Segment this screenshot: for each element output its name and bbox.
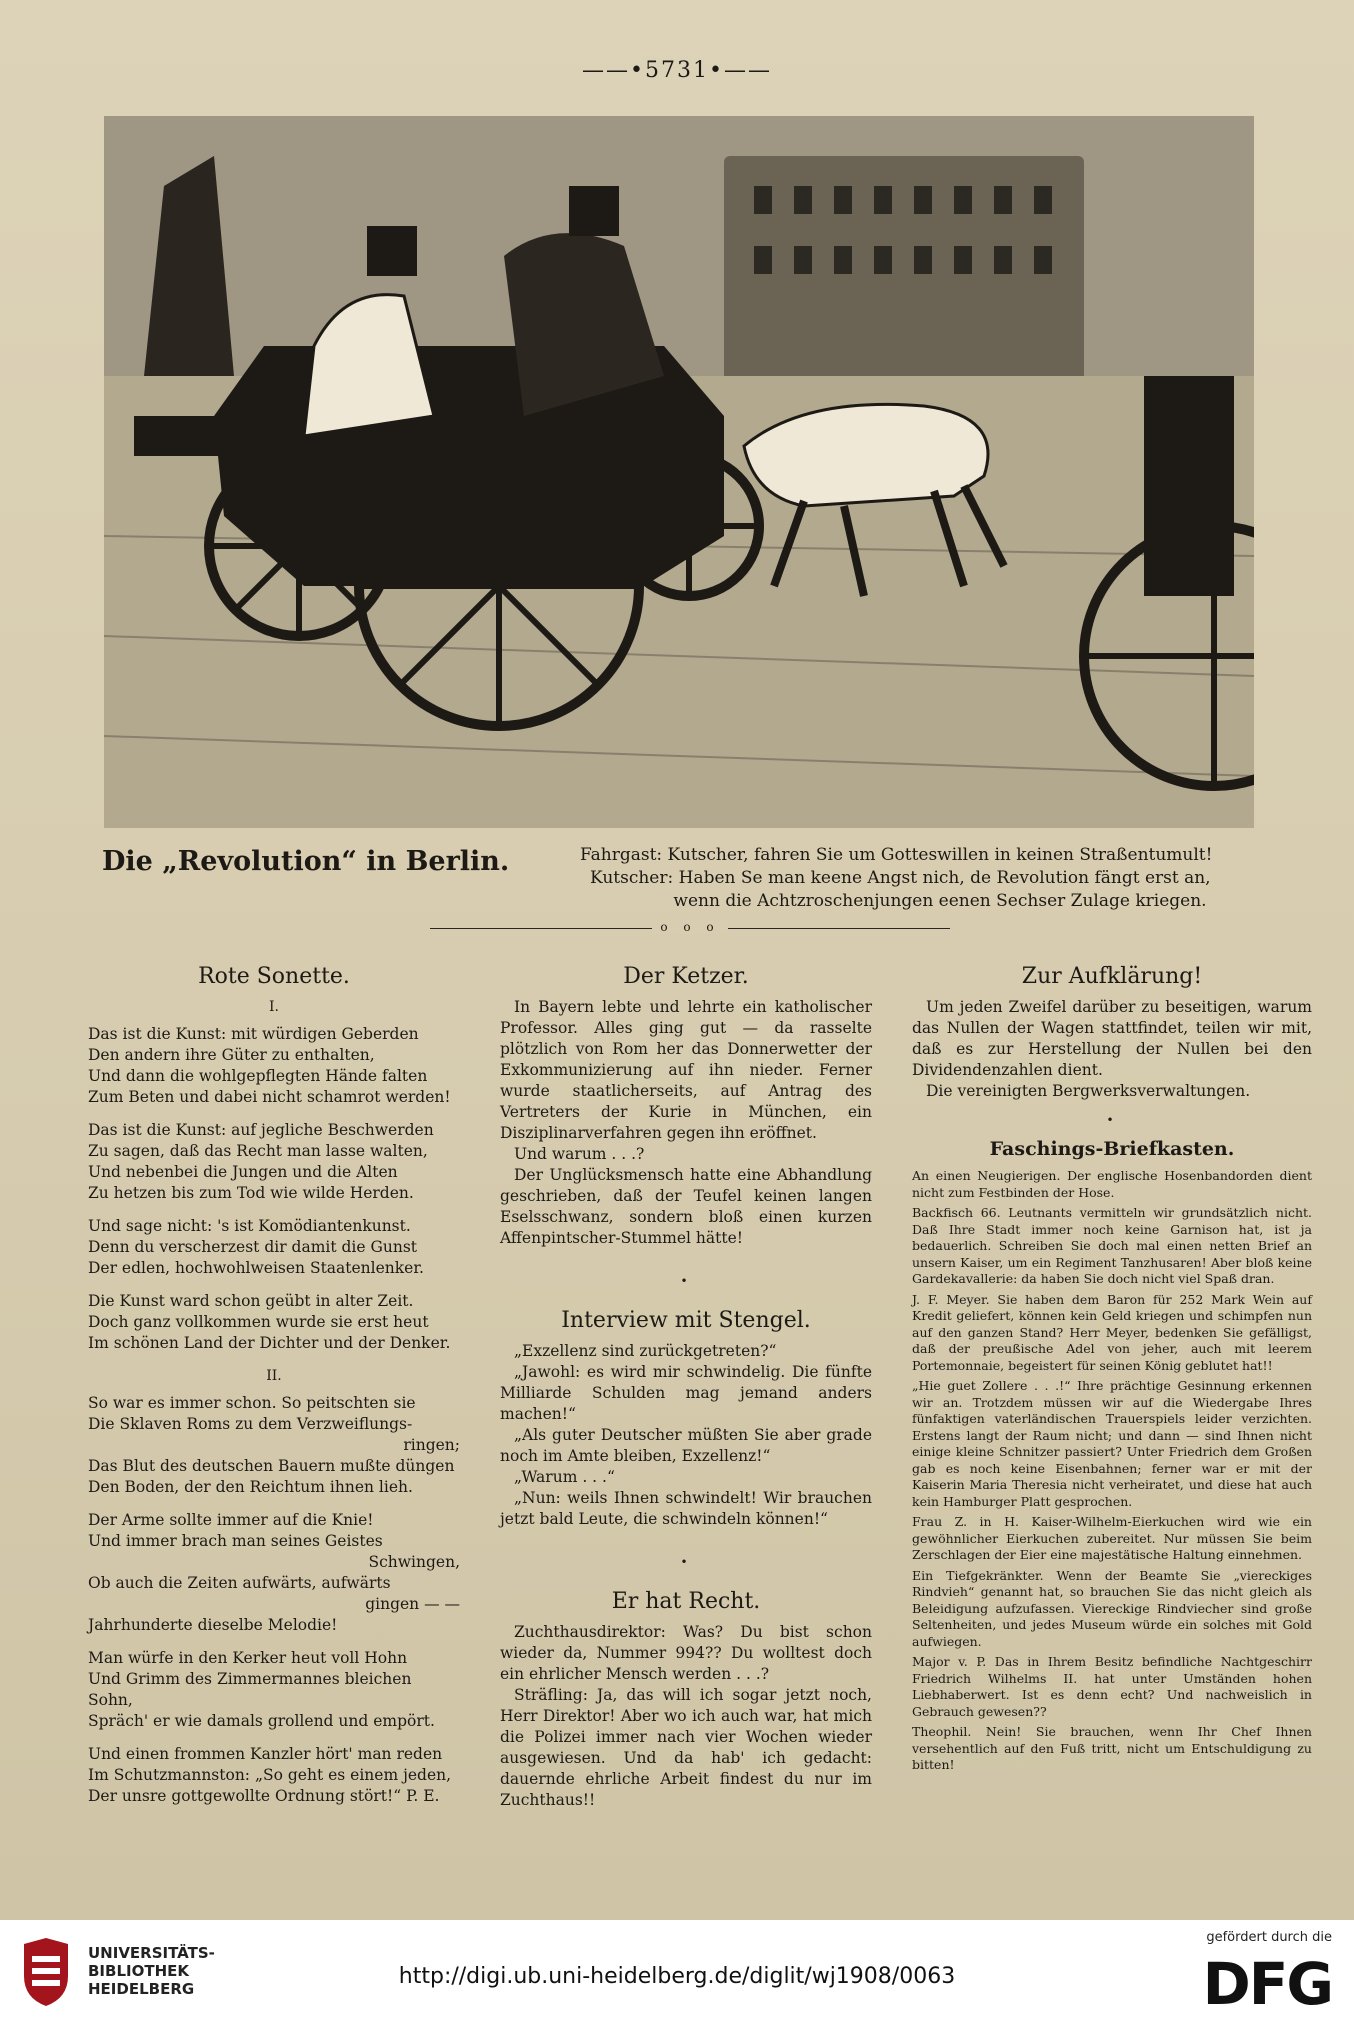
stanza: Das ist die Kunst: auf jegliche Beschwerden Zu sagen, daß das Recht man lasse walten, Und nebenbei die Jungen und die Alten Zu hetzen bis zum Tod wie wilde Herden. [88,1121,434,1202]
illustration-caption [580,844,1300,913]
interview-paragraph: „Exzellenz sind zurückgetreten?“ [514,1342,777,1360]
interview-paragraph: „Als guter Deutscher müßten Sie aber grade noch im Amte bleiben, Exzellenz!“ [500,1426,872,1465]
caption-line-3: wenn die Achtzroschenjungen eenen Sechser Zulage kriegen. [673,891,1207,911]
aufklaerung-title: Zur Aufklärung! [1021,964,1203,989]
interview-paragraph: „Warum . . .“ [514,1468,615,1486]
stanza: Man würfe in den Kerker heut voll Hohn Und Grimm des Zimmermannes bleichen Sohn, Spräch' er wie damals grollend und empört. [88,1649,435,1730]
briefkasten-item: „Hie guet Zollere . . .!“ Ihre prächtige Gesinnung erkennen wir an. Trotzdem müssen wir auf die Wiedergabe Ihres fünfaktigen vaterländischen Trauerspiels leider verzichten. Erstens langt der Raum nicht; und dann — sind Ihnen nicht einige kleine Schnitzer passiert? Unter Friedrich dem Großen gab es noch keine Eisenbahnen; ferner war er mit der Kaiserin Maria Theresia nicht verheiratet, und diese hat auch kein Hamburger Platt gesprochen. [912,1378,1312,1509]
rote-sonette-title: Rote Sonette. [198,964,350,989]
recht-paragraph: Zuchthausdirektor: Was? Du bist schon wieder da, Nummer 994?? Du wolltest doch ein ehrlicher Mensch werden . . .? [500,1623,872,1683]
interview-paragraph: „Jawohl: es wird mir schwindelig. Die fünfte Milliarde Schulden mag jemand anders machen!“ [500,1363,872,1423]
ornament-divider: • [680,1274,692,1288]
part-one-label: I. [269,999,279,1015]
ornament-divider: • [680,1555,692,1569]
briefkasten-item: An einen Neugierigen. Der englische Hosenbandorden dient nicht zum Festbinden der Hose. [912,1168,1312,1200]
university-library-name: UNIVERSITÄTS- BIBLIOTHEK HEIDELBERG [88,1944,215,1998]
briefkasten-title: Faschings-Briefkasten. [989,1138,1235,1160]
ketzer-title: Der Ketzer. [623,964,749,989]
stanza: Und sage nicht: 's ist Komödiantenkunst. Denn du verscherzest dir damit die Gunst Der edlen, hochwohlweisen Staatenlenker. [88,1217,424,1277]
column-rote-sonette [88,966,460,1819]
dfg-logo: DFG [1202,1950,1332,2018]
stanza: Das ist die Kunst: mit würdigen Geberden Den andern ihre Güter zu enthalten, Und dann die wohlgepflegten Hände falten Zum Beten und dabei nicht schamrot werden! [88,1025,451,1106]
briefkasten-item: Ein Tiefgekränkter. Wenn der Beamte Sie „viereckiges Rindvieh“ genannt hat, so brauchen Sie das nicht gleich als Beleidigung aufzufassen. Viereckige Rindviecher sind große Seltenheiten, und jedes Museum würde ein solches mit Gold aufwiegen. [912,1567,1312,1649]
caption-line-2: Kutscher: Haben Se man keene Angst nich, de Revolution fängt erst an, [590,868,1211,888]
interview-paragraph: „Nun: weils Ihnen schwindelt! Wir brauchen jetzt bald Leute, die schwindeln können!“ [500,1489,872,1528]
recht-paragraph: Sträfling: Ja, das will ich sogar jetzt noch, Herr Direktor! Aber wo ich auch war, hat mich die Polizei immer nach vier Wochen wieder ausgewiesen. Und da hab' ich gedacht: dauernde ehrliche Arbeit findest du nur im Zuchthaus!! [500,1686,872,1809]
caption-line-1: Fahrgast: Kutscher, fahren Sie um Gotteswillen in keinen Straßentumult! [580,845,1213,865]
part-two-label: II. [266,1368,282,1384]
ornament-divider: • [1106,1113,1118,1127]
ketzer-paragraph: Der Unglücksmensch hatte eine Abhandlung geschrieben, daß der Teufel keinen langen Eselsschwanz, sondern bloß einen kurzen Affenpintscher-Stummel hätte! [500,1166,872,1247]
ketzer-paragraph: Und warum . . .? [514,1145,645,1163]
column-middle [500,966,872,1811]
permalink-url[interactable]: http://digi.ub.uni-heidelberg.de/diglit/wj1908/0063 [398,1964,956,1989]
interview-title: Interview mit Stengel. [561,1308,811,1333]
briefkasten-item: Major v. P. Das in Ihrem Besitz befindliche Nachtgeschirr Friedrich Wilhelms II. hat unter Umständen hohen Liebhaberwert. Ist es denn echt? Und nachweislich in Gebrauch gewesen?? [912,1654,1312,1719]
stanza: Der Arme sollte immer auf die Knie! Und immer brach man seines Geistes Schwingen, Ob auch die Zeiten aufwärts, aufwärts gingen — — Jahrhunderte dieselbe Melodie! [88,1511,460,1634]
briefkasten-item: Theophil. Nein! Sie brauchen, wenn Ihr Chef Ihnen versehentlich auf den Fuß tritt, nicht um Entschuldigung zu bitten! [912,1724,1312,1772]
briefkasten-item: Backfisch 66. Leutnants vermitteln wir grundsätzlich nicht. Daß Ihre Stadt immer noch keine Garnison hat, ist ja bedauerlich. Schreiben Sie doch mal einen netten Brief an unsern Kaiser, um ein Regiment Tanzhusaren! Aber bloß keine Gardekavallerie: da haben Sie doch nicht viel Spaß dran. [912,1205,1312,1286]
stanza: Die Kunst ward schon geübt in alter Zeit. Doch ganz vollkommen wurde sie erst heut Im schönen Land der Dichter und der Denker. [88,1292,451,1352]
section-divider: o o o [430,920,950,936]
aufklaerung-text: Um jeden Zweifel darüber zu beseitigen, warum das Nullen der Wagen stattfindet, teilen wir mit, daß es zur Herstellung der Nullen bei den Dividendenzahlen dient. [912,998,1312,1079]
recht-title: Er hat Recht. [611,1589,761,1614]
stanza: Und einen frommen Kanzler hört' man reden Im Schutzmannston: „So geht es einem jeden, Der unsre gottgewollte Ordnung stört!“ P. E. [88,1745,452,1805]
aufklaerung-signature: Die vereinigten Bergwerksverwaltungen. [926,1082,1251,1100]
illustration-title: Die „Revolution“ in Berlin. [102,846,510,877]
ketzer-paragraph: In Bayern lebte und lehrte ein katholischer Professor. Alles ging gut — da rasselte plötzlich von Rom her das Donnerwetter der Exkommunizierung auf ihn nieder. Ferner wurde staatlicherseits, auf Antrag des Vertreters der Kurie in München, ein Disziplinarverfahren gegen ihn eröffnet. [500,998,872,1142]
column-right [912,966,1312,1778]
viewer-footer [0,1920,1354,2023]
carriage-illustration [104,116,1254,828]
stanza: So war es immer schon. So peitschten sie Die Sklaven Roms zu dem Verzweiflungs- ringen; Das Blut des deutschen Bauern mußte düngen Den Boden, der den Reichtum ihnen lieh. [88,1394,460,1496]
page-number: ——•5731•—— [582,58,772,83]
funding-label: gefördert durch die [1206,1930,1332,1945]
briefkasten-item: J. F. Meyer. Sie haben dem Baron für 252 Mark Wein auf Kredit geliefert, können kein Geld kriegen und schimpfen nun auf den ganzen Stand? Herr Meyer, bedenken Sie gefälligst, daß der preußische Adel von jeher, auch mit leerem Portemonnaie, begeistert für seinen König geblutet hat!! [912,1291,1312,1373]
briefkasten-item: Frau Z. in H. Kaiser-Wilhelm-Eierkuchen wird wie ein gewöhnlicher Eierkuchen zubereitet. Nur müssen Sie beim Zerschlagen der Eier eine majestätische Haltung einnehmen. [912,1514,1312,1562]
